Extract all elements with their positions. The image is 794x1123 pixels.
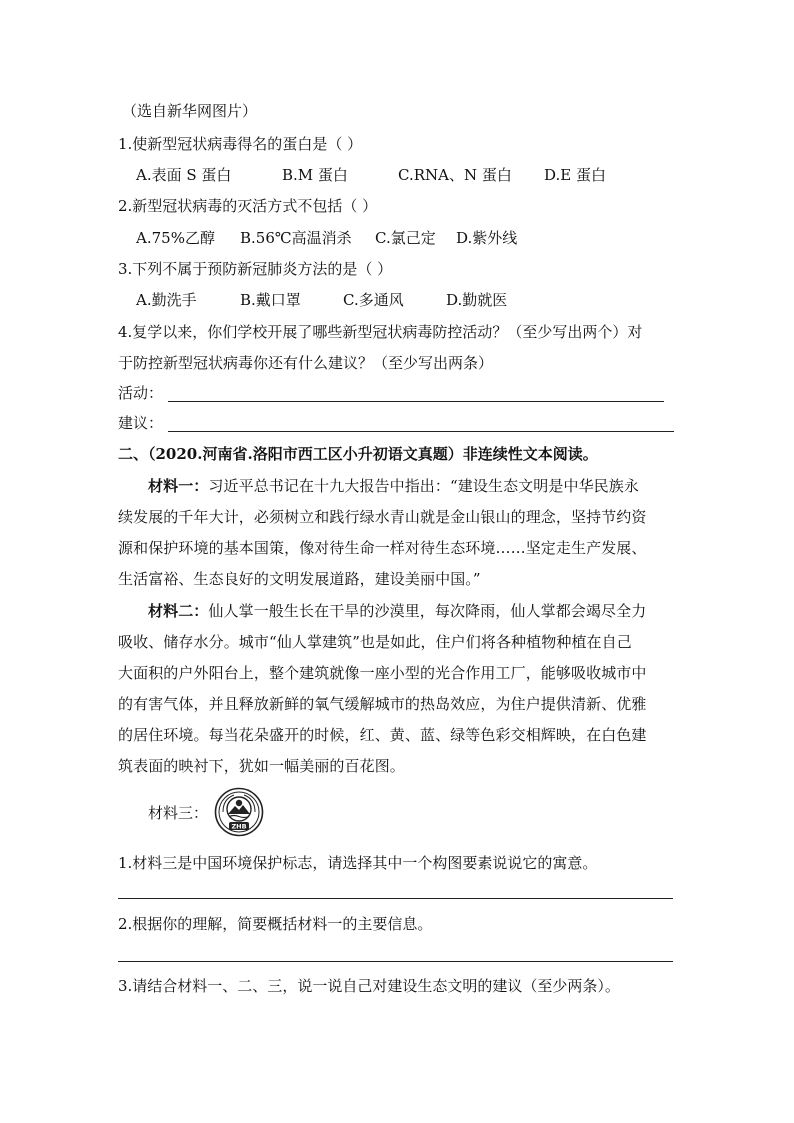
q3-option-a: A.勤洗手 [136, 291, 197, 309]
q3-option-d: D.勤就医 [446, 291, 508, 309]
material-2-line: 的居住环境。每当花朵盛开的时候，红、黄、蓝、绿等色彩交相辉映，在白色建 [118, 726, 647, 744]
material-1 [118, 471, 678, 595]
question-3: 3.下列不属于预防新冠肺炎方法的是（ ） [118, 260, 393, 278]
sub-question-2: 2.根据你的理解，简要概括材料一的主要信息。 [118, 915, 433, 933]
sub-question-2-answer-line[interactable] [118, 961, 673, 962]
environmental-protection-emblem-icon [214, 787, 264, 837]
material-1-line: 续发展的千年大计，必须树立和践行绿水青山就是金山银山的理念，坚持节约资 [118, 508, 647, 526]
material-1-line: 习近平总书记在十九大报告中指出：“建设生态文明是中华民族永 [208, 477, 639, 495]
q3-option-b: B.戴口罩 [240, 291, 301, 309]
sub-question-1: 1.材料三是中国环境保护标志，请选择其中一个构图要素说说它的寓意。 [118, 854, 598, 872]
question-2: 2.新型冠状病毒的灭活方式不包括（ ） [118, 197, 378, 215]
material-1-line: 源和保护环境的基本国策，像对待生命一样对待生态环境……坚定走生产发展、 [118, 539, 647, 557]
q3-option-c: C.多通风 [343, 291, 404, 309]
q1-option-b: B.M 蛋白 [282, 166, 348, 184]
question-4-line-1: 4.复学以来，你们学校开展了哪些新型冠状病毒防控活动？（至少写出两个）对 [118, 323, 643, 341]
material-2-line: 仙人掌一般生长在干旱的沙漠里，每次降雨，仙人掌都会竭尽全力 [208, 602, 647, 620]
sub-question-3: 3.请结合材料一、二、三，说一说自己对建设生态文明的建议（至少两条）。 [118, 977, 620, 995]
q1-option-d: D.E 蛋白 [544, 166, 606, 184]
q2-option-b: B.56℃高温消杀 [240, 229, 352, 247]
q2-option-c: C.氯己定 [375, 229, 436, 247]
material-2-label: 材料二： [148, 602, 209, 620]
material-1-line: 生活富裕、生态良好的文明发展道路，建设美丽中国。” [118, 570, 481, 588]
material-2-line: 的有害气体，并且释放新鲜的氧气缓解城市的热岛效应，为住户提供清新、优雅 [118, 695, 647, 713]
material-2-line: 吸收、储存水分。城市“仙人掌建筑”也是如此，住户们将各种植物种植在自己 [118, 633, 632, 651]
suggestion-answer-line[interactable] [168, 431, 674, 432]
q1-option-a: A.表面 S 蛋白 [136, 166, 232, 184]
sub-question-1-answer-line[interactable] [118, 898, 673, 899]
q2-option-a: A.75%乙醇 [136, 229, 215, 247]
material-2-line: 筑表面的映衬下，犹如一幅美丽的百花图。 [118, 757, 405, 775]
suggestion-label: 建议： [118, 414, 164, 432]
activity-answer-line[interactable] [168, 401, 664, 402]
section-2-heading: 二、（2020.河南省.洛阳市西工区小升初语文真题）非连续性文本阅读。 [118, 445, 598, 463]
material-1-label: 材料一： [148, 477, 209, 495]
q1-option-c: C.RNA、N 蛋白 [398, 166, 512, 184]
source-note: （选自新华网图片） [122, 102, 258, 120]
q2-option-d: D.紫外线 [456, 229, 518, 247]
material-2 [118, 596, 678, 782]
emblem-text: ZHB [231, 822, 247, 831]
question-1: 1.使新型冠状病毒得名的蛋白是（ ） [118, 135, 363, 153]
activity-label: 活动： [118, 384, 164, 402]
material-3-label: 材料三： [148, 804, 209, 822]
question-4-line-2: 于防控新型冠状病毒你还有什么建议？（至少写出两条） [118, 354, 494, 372]
material-2-line: 大面积的户外阳台上，整个建筑就像一座小型的光合作用工厂，能够吸收城市中 [118, 664, 647, 682]
